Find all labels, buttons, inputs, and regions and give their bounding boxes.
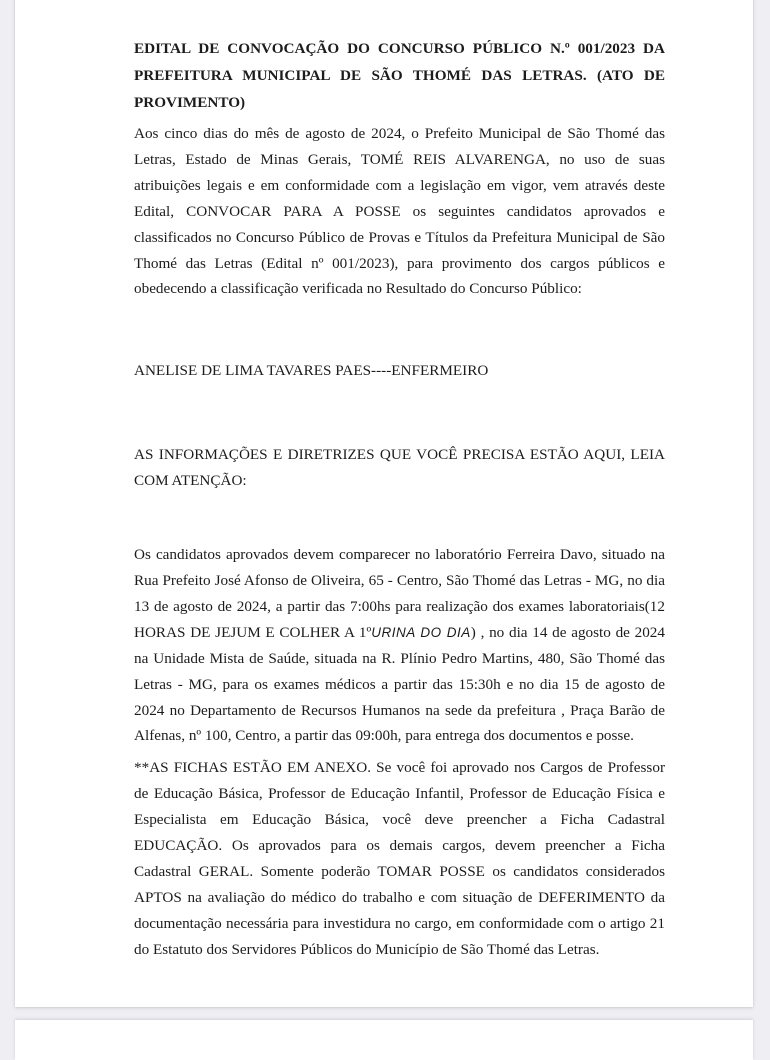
document-content — [134, 35, 665, 963]
lab-paragraph-part2: ) , no dia 14 de agosto de 2024 na Unidade Mista de Saúde, situada na R. Plínio Pedro Martins, 480, São Thomé das Letras - MG, para os exames médicos a partir das 15:30h e no dia 15 de agosto de 2024 no Departamento de Recursos Humanos na sede da prefeitura , Praça Barão de Alfenas, nº 100, Centro, a partir das 09:00h, para entrega dos documentos e posse. — [134, 623, 665, 745]
info-heading: AS INFORMAÇÕES E DIRETRIZES QUE VOCÊ PRECISA ESTÃO AQUI, LEIA COM ATENÇÃO: — [134, 446, 665, 490]
document-page — [15, 0, 753, 1007]
lab-paragraph — [134, 542, 665, 749]
document-title: EDITAL DE CONVOCAÇÃO DO CONCURSO PÚBLICO N.º 001/2023 DA PREFEITURA MUNICIPAL DE SÃO THOMÉ DAS LETRAS. (ATO DE PROVIMENTO) — [134, 40, 665, 111]
intro-paragraph: Aos cinco dias do mês de agosto de 2024, o Prefeito Municipal de São Thomé das Letras, Estado de Minas Gerais, TOMÉ REIS ALVARENGA, no uso de suas atribuições legais e em conformidade com a legislação em vigor, vem através deste Edital, CONVOCAR PARA A POSSE os seguintes candidatos aprovados e classificados no Concurso Público de Provas e Títulos da Prefeitura Municipal de São Thomé das Letras (Edital nº 001/2023), para provimento dos cargos públicos e obedecendo a classificação verificada no Resultado do Concurso Público: — [134, 125, 665, 298]
lab-paragraph-part1: Os candidatos aprovados devem comparecer no laboratório Ferreira Davo, situado na Rua Prefeito José Afonso de Oliveira, 65 - Centro, São Thomé das Letras - MG, no dia 13 de agosto de 2024, a partir das 7:00hs para realização dos exames laboratoriais(12 HORAS DE JEJUM E COLHER A 1º — [134, 546, 665, 641]
candidate-line: ANELISE DE LIMA TAVARES PAES----ENFERMEIRO — [134, 362, 489, 380]
lab-paragraph-italic: URINA DO DIA — [371, 624, 471, 640]
next-document-page — [15, 1020, 753, 1060]
fichas-paragraph: **AS FICHAS ESTÃO EM ANEXO. Se você foi aprovado nos Cargos de Professor de Educação Básica, Professor de Educação Infantil, Professor de Educação Física e Especialista em Educação Básica, você deve preencher a Ficha Cadastral EDUCAÇÃO. Os aprovados para os demais cargos, devem preencher a Ficha Cadastral GERAL. Somente poderão TOMAR POSSE os candidatos considerados APTOS na avaliação do médico do trabalho e com situação de DEFERIMENTO da documentação necessária para investidura no cargo, em conformidade com o artigo 21 do Estatuto dos Servidores Públicos do Município de São Thomé das Letras. — [134, 759, 665, 958]
